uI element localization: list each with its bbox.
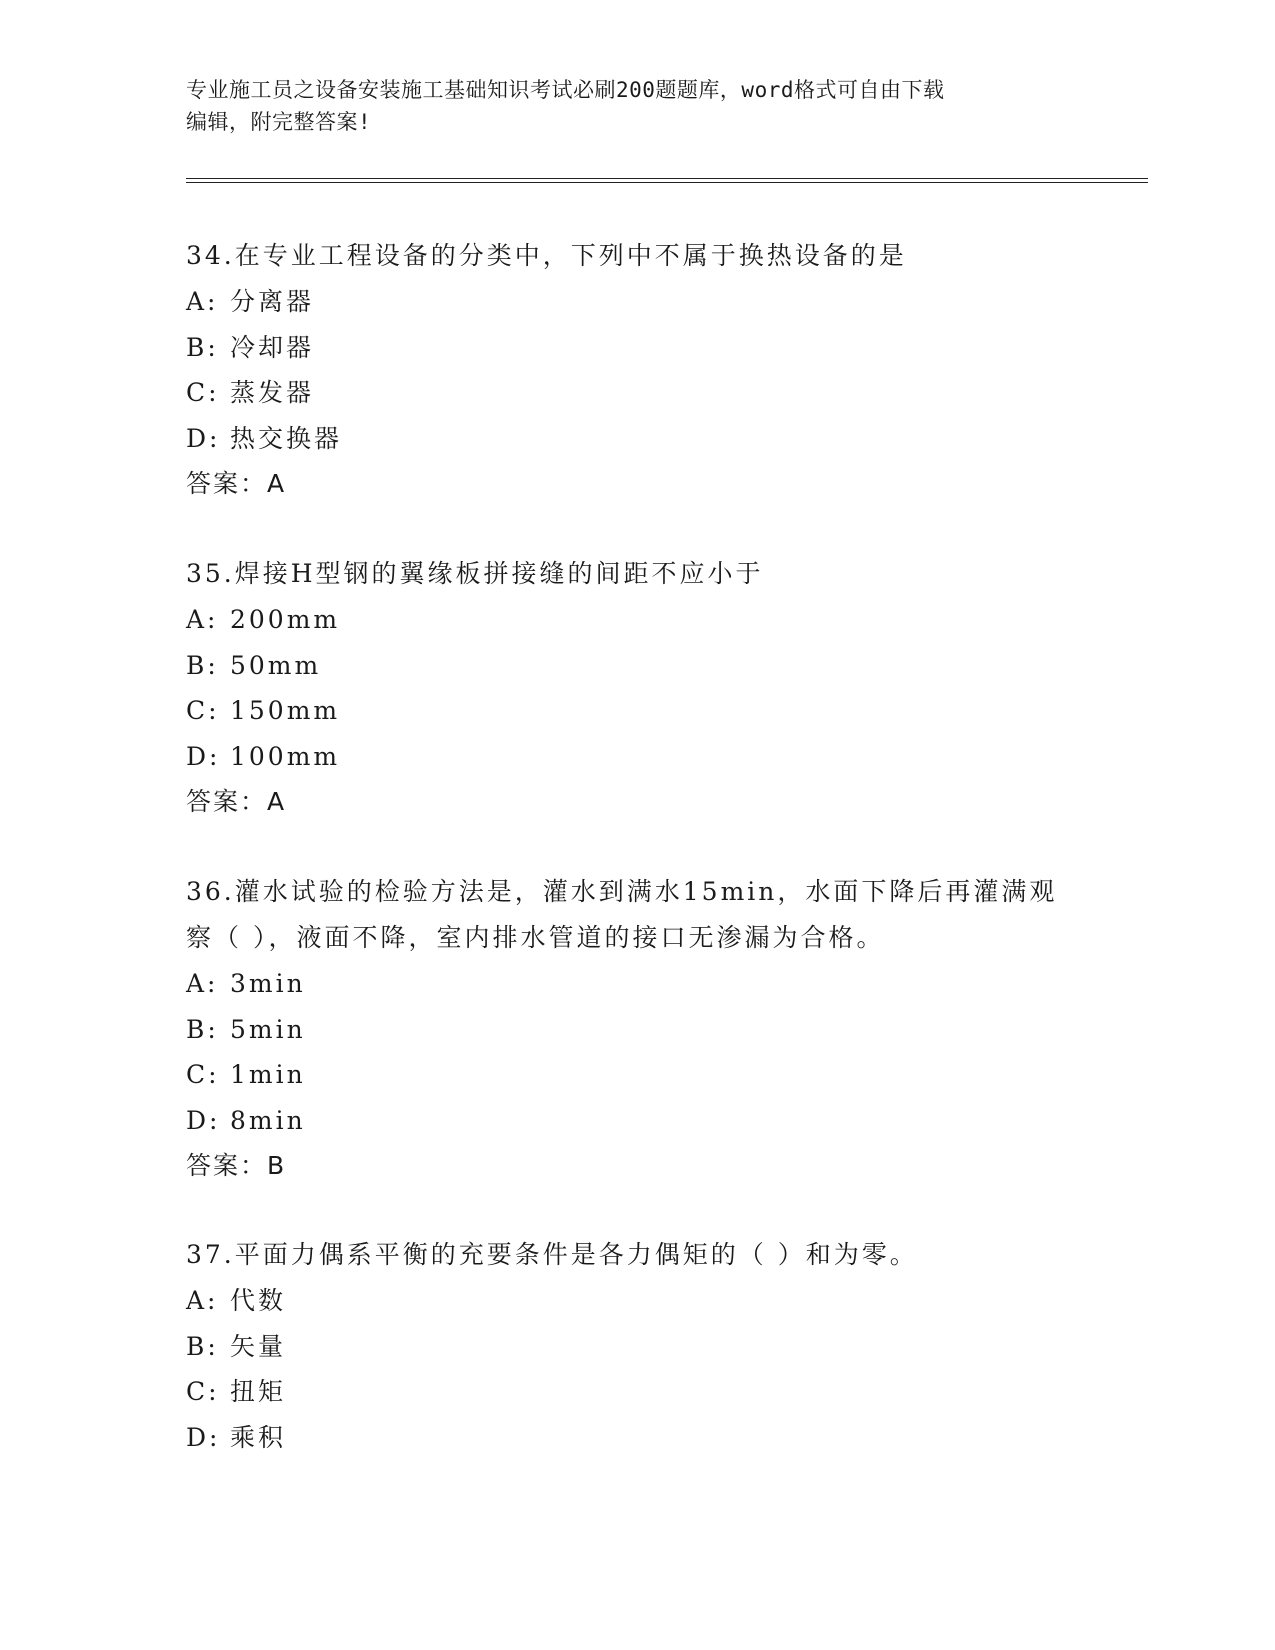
- option-letter: B:: [186, 1014, 219, 1044]
- option-letter: A:: [186, 1286, 219, 1315]
- option-text: 8min: [230, 1105, 306, 1135]
- option-letter: A:: [186, 605, 219, 634]
- option-letter: D:: [186, 1105, 221, 1135]
- option-a: [186, 597, 1086, 643]
- option-b: [186, 325, 1086, 371]
- option-letter: D:: [186, 741, 221, 771]
- option-letter: C:: [186, 1377, 220, 1406]
- option-b: [186, 643, 1086, 689]
- option-letter: B:: [186, 650, 219, 680]
- option-a: [186, 961, 1086, 1007]
- option-text: 200mm: [230, 605, 341, 634]
- option-text: 代数: [230, 1286, 287, 1315]
- option-letter: B:: [186, 332, 219, 362]
- option-text: 分离器: [230, 287, 315, 316]
- option-text: 乘积: [230, 1422, 287, 1452]
- option-text: 蒸发器: [230, 378, 315, 407]
- option-a: [186, 279, 1086, 325]
- option-text: 扭矩: [230, 1377, 287, 1406]
- question-stem: 35.焊接H型钢的翼缘板拼接缝的间距不应小于: [186, 559, 764, 588]
- question-36: [186, 869, 1086, 1189]
- option-text: 150mm: [230, 696, 341, 725]
- question-34: [186, 233, 1086, 507]
- question-stem: 37.平面力偶系平衡的充要条件是各力偶矩的（ ）和为零。: [186, 1240, 918, 1269]
- option-letter: C:: [186, 1060, 220, 1089]
- question-35: [186, 551, 1086, 825]
- question-37: [186, 1232, 1086, 1460]
- option-letter: C:: [186, 696, 220, 725]
- option-letter: C:: [186, 378, 220, 407]
- option-text: 100mm: [230, 741, 341, 771]
- answer-line: 答案：B: [186, 1151, 287, 1180]
- question-stem-line-1: 36.灌水试验的检验方法是，灌水到满水15min，水面下降后再灌满观: [186, 877, 1058, 906]
- option-d: [186, 1098, 1086, 1144]
- option-letter: D:: [186, 423, 221, 453]
- document-header: [186, 74, 1086, 138]
- option-c: [186, 1052, 1086, 1098]
- question-stem-line-2: 察（ ），液面不降，室内排水管道的接口无渗漏为合格。: [186, 923, 885, 952]
- option-d: [186, 416, 1086, 462]
- answer-line: 答案：A: [186, 787, 287, 816]
- option-text: 冷却器: [230, 332, 315, 362]
- header-divider-top: [186, 178, 1148, 179]
- option-text: 热交换器: [230, 423, 343, 453]
- option-c: [186, 1369, 1086, 1415]
- option-d: [186, 734, 1086, 780]
- option-text: 50mm: [230, 650, 322, 680]
- option-d: [186, 1415, 1086, 1461]
- option-letter: B:: [186, 1331, 219, 1361]
- question-stem: 34.在专业工程设备的分类中，下列中不属于换热设备的是: [186, 241, 907, 270]
- option-text: 5min: [230, 1014, 306, 1044]
- option-b: [186, 1324, 1086, 1370]
- option-text: 矢量: [230, 1331, 287, 1361]
- option-c: [186, 370, 1086, 416]
- option-letter: D:: [186, 1422, 221, 1452]
- header-title-line-2: 编辑，附完整答案!: [186, 110, 372, 134]
- option-b: [186, 1007, 1086, 1053]
- option-text: 3min: [230, 969, 306, 998]
- option-letter: A:: [186, 969, 219, 998]
- option-a: [186, 1278, 1086, 1324]
- header-divider-bottom: [186, 182, 1148, 183]
- option-text: 1min: [230, 1060, 306, 1089]
- header-title-line-1: 专业施工员之设备安装施工基础知识考试必刷200题题库，word格式可自由下载: [186, 78, 945, 102]
- option-c: [186, 688, 1086, 734]
- answer-line: 答案：A: [186, 469, 287, 498]
- option-letter: A:: [186, 287, 219, 316]
